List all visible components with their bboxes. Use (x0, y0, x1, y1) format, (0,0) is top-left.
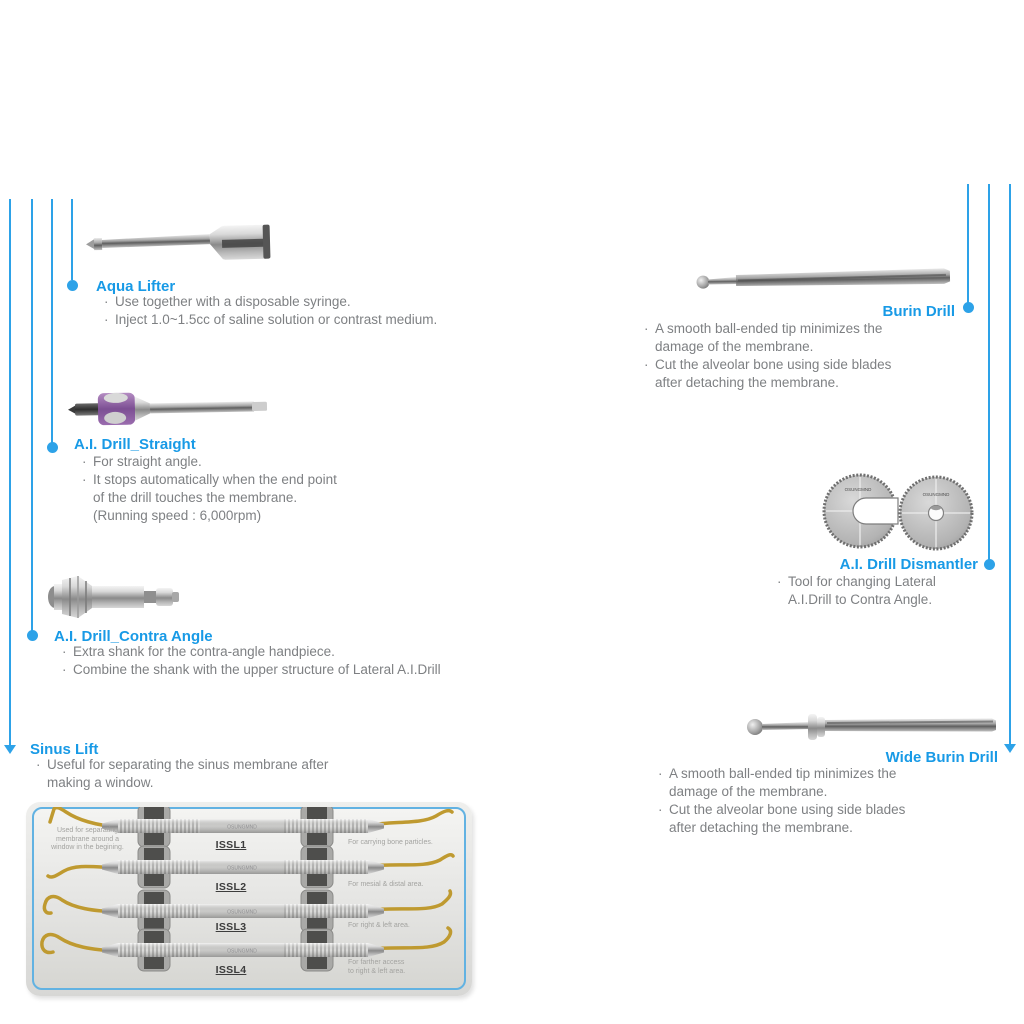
bullet-line-cont (644, 338, 891, 356)
sinus-lift-notes (36, 756, 328, 792)
leader-line-burin-drill (967, 184, 969, 303)
bullet-line-cont (658, 783, 905, 801)
ai-drill-straight-photo (66, 388, 272, 428)
ai-drill-straight-notes (82, 453, 337, 525)
wide-burin-drill-photo (744, 708, 1000, 742)
kit-note-issl4-right (348, 959, 453, 976)
kit-note-line: to right & left area. (348, 967, 406, 975)
burin-drill-photo (694, 263, 956, 296)
section-title-burin-drill: Burin Drill (882, 303, 955, 320)
bullet-line (644, 356, 891, 374)
note-text: Tool for changing Lateral (788, 574, 936, 589)
kit-item-label-issl1: ISSL1 (215, 839, 247, 851)
bullet-line (777, 573, 936, 591)
dot-drill-straight (47, 442, 58, 453)
bullet-glyph: · (82, 454, 87, 469)
bullet-line-cont (36, 774, 328, 792)
note-text: after detaching the membrane. (669, 820, 853, 835)
bullet-glyph: · (62, 644, 67, 659)
kit-item-label-issl4: ISSL4 (215, 964, 247, 976)
note-text: Extra shank for the contra-angle handpiece. (73, 644, 335, 659)
note-text: Cut the alveolar bone using side blades (669, 802, 906, 817)
kit-note-line: window in the begining. (51, 844, 124, 851)
bullet-glyph: · (658, 802, 663, 817)
note-text: It stops automatically when the end point (93, 472, 337, 487)
kit-note-line: For mesial & distal area. (348, 881, 424, 888)
note-text: making a window. (47, 775, 154, 790)
handle-brand-text: OSUNGMND (227, 824, 257, 831)
note-text: A.I.Drill to Contra Angle. (788, 592, 933, 607)
note-text: after detaching the membrane. (655, 375, 839, 390)
bullet-line-cont (82, 489, 337, 507)
leader-line-sinus-lift (9, 199, 11, 746)
bullet-line (658, 765, 905, 783)
kit-note-line: For right & left area. (348, 922, 410, 929)
note-text: damage of the membrane. (655, 339, 814, 354)
dot-burin-drill (963, 302, 974, 313)
section-title-dismantler: A.I. Drill Dismantler (839, 556, 978, 573)
section-title-wide-burin: Wide Burin Drill (885, 749, 998, 766)
kit-note-line: For carrying bone particles. (348, 839, 433, 846)
bullet-glyph: · (104, 294, 109, 309)
aqua-lifter-notes (104, 293, 437, 329)
bullet-line (104, 293, 437, 311)
kit-item-label-issl3: ISSL3 (215, 921, 247, 933)
bullet-glyph: · (644, 357, 649, 372)
handle-brand-text: OSUNGMND (227, 865, 257, 872)
burin-drill-notes (644, 320, 891, 392)
kit-note-line: For farther access (348, 959, 405, 966)
contra-angle-notes (62, 643, 441, 679)
bullet-glyph: · (777, 574, 782, 589)
bullet-line (62, 661, 441, 679)
note-text: Useful for separating the sinus membrane after (47, 757, 329, 772)
disc-brand-text: OSUNGMND (844, 487, 872, 492)
bullet-line (644, 320, 891, 338)
note-text: Inject 1.0~1.5cc of saline solution or contrast medium. (115, 312, 438, 327)
leader-line-contra-angle (31, 199, 33, 631)
bullet-line (62, 643, 441, 661)
note-text: A smooth ball-ended tip minimizes the (655, 321, 883, 336)
bullet-line-cont (644, 374, 891, 392)
section-title-contra-angle: A.I. Drill_Contra Angle (54, 628, 213, 645)
ai-drill-contra-angle-photo (46, 572, 186, 622)
bullet-glyph: · (82, 472, 87, 487)
bullet-line (658, 801, 905, 819)
arrowhead-sinus-lift (4, 745, 16, 754)
leader-line-drill-straight (51, 199, 53, 443)
dot-dismantler (984, 559, 995, 570)
dismantler-notes (777, 573, 936, 609)
bullet-glyph: · (658, 766, 663, 781)
bullet-line (36, 756, 328, 774)
kit-note-line: membrane around a (55, 835, 120, 843)
kit-note-issl1-right (348, 839, 453, 848)
wide-burin-notes (658, 765, 905, 837)
section-title-ai-drill-straight: A.I. Drill_Straight (74, 436, 196, 453)
kit-note-line: Used for separating (56, 827, 119, 834)
handle-brand-text: OSUNGMND (227, 948, 257, 955)
note-text: (Running speed : 6,000rpm) (93, 508, 262, 523)
arrowhead-wide-burin (1004, 744, 1016, 753)
leader-line-wide-burin (1009, 184, 1011, 745)
note-text: For straight angle. (93, 454, 202, 469)
kit-item-label-issl2: ISSL2 (215, 881, 247, 893)
kit-note-issl1-left (40, 827, 135, 853)
bullet-glyph: · (104, 312, 109, 327)
note-text: Use together with a disposable syringe. (115, 294, 351, 309)
disc-brand-text: OSUNGMND (922, 492, 950, 497)
bullet-line-cont (777, 591, 936, 609)
bullet-line (104, 311, 437, 329)
bullet-glyph: · (36, 757, 41, 772)
dot-contra-angle (27, 630, 38, 641)
section-title-aqua-lifter: Aqua Lifter (96, 278, 176, 295)
bullet-line-cont (82, 507, 337, 525)
note-text: A smooth ball-ended tip minimizes the (669, 766, 897, 781)
leader-line-dismantler (988, 184, 990, 560)
note-text: Cut the alveolar bone using side blades (655, 357, 892, 372)
note-text: of the drill touches the membrane. (93, 490, 298, 505)
note-text: damage of the membrane. (669, 784, 828, 799)
aqua-lifter-photo (81, 214, 272, 271)
bullet-line (82, 471, 337, 489)
handle-brand-text: OSUNGMND (227, 909, 257, 916)
bullet-glyph: · (644, 321, 649, 336)
bullet-line-cont (658, 819, 905, 837)
kit-note-issl3-right (348, 922, 453, 931)
bullet-glyph: · (62, 662, 67, 677)
ai-drill-dismantler-photo (818, 468, 978, 554)
leader-line-aqua-lifter (71, 199, 73, 280)
bullet-line (82, 453, 337, 471)
kit-note-issl2-right (348, 881, 453, 890)
dot-aqua-lifter (67, 280, 78, 291)
note-text: Combine the shank with the upper structure of Lateral A.I.Drill (73, 662, 441, 677)
section-title-sinus-lift: Sinus Lift (30, 741, 99, 758)
